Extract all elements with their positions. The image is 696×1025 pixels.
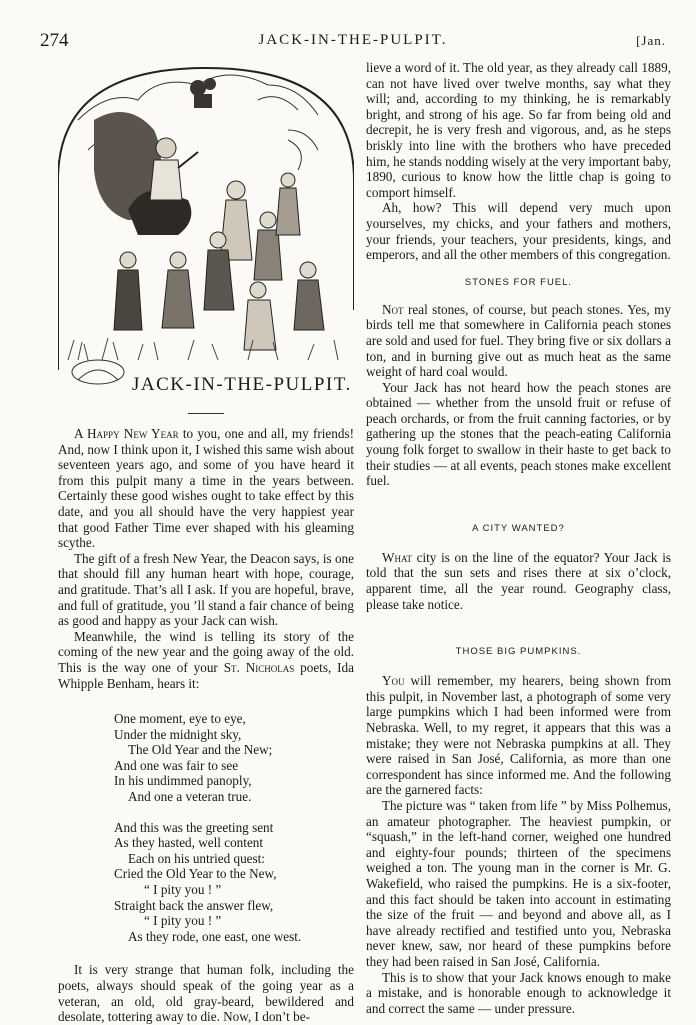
paragraph — [366, 550, 671, 612]
subheading-big-pumpkins: THOSE BIG PUMPKINS. — [455, 646, 582, 658]
poem-line: “ I pity you ! ” — [144, 882, 222, 898]
paragraph — [58, 426, 354, 551]
paragraph-text: Meanwhile, the wind is telling its story of the coming of the new year and the going away of the old. This is the way one of your — [58, 628, 354, 675]
paragraph-text: poets, Ida Whipple Benham, hears it: — [58, 659, 354, 691]
paragraph — [366, 673, 671, 798]
poem-line: And one a veteran true. — [128, 789, 252, 805]
paragraph — [366, 302, 671, 380]
lead-words: What — [382, 549, 412, 565]
poem-line: Under the midnight sky, — [114, 726, 242, 742]
poem — [114, 711, 354, 944]
stanza-break — [114, 805, 354, 820]
poem-line: And one was fair to see — [114, 757, 239, 773]
page-number: 274 — [40, 30, 69, 51]
paragraph: Ah, how? This will depend very much upon yourselves, my chicks, and your fathers and mothers, your friends, your teachers, your presidents, kings, and emperors, and all the other members of this congregation. — [366, 200, 671, 263]
lead-words: Not — [382, 301, 404, 317]
lead-words: You — [382, 673, 405, 689]
running-title: JACK-IN-THE-PULPIT. — [258, 32, 448, 48]
paragraph-text: real stones, of course, but peach stones. Yes, my birds tell me that somewhere in California peach stones are sold and used for fuel. They bring five or six dollars a ton, and in burning give out as much heat as the same weight of hard coal would. — [366, 301, 671, 380]
poem-line: As they rode, one east, one west. — [128, 928, 302, 944]
poem-line: In his undimmed panoply, — [114, 773, 252, 789]
paragraph-text: will remember, my hearers, being shown from this pulpit, in November last, a photograph of some very large pumpkins which I had been informed were from Nebraska. Well, to my regret, it appears that this was a mistake; they were not Nebraska pumpkins at all. They were raised in San José, California, as more than one correspondent has since informed me. And the following are the garnered facts: — [366, 673, 671, 798]
paragraph: It is very strange that human folk, including the poets, always should speak of the going year as a veteran, an old, old gray-beard, bewildered and desolate, tottering away to die. Now, I don’t be- — [58, 962, 354, 1025]
paragraph: The gift of a fresh New Year, the Deacon says, is one that should fill any human heart with hope, courage, and gratitude. That’s all I ask. If you are hopeful, brave, and full of gratitude, you ’ll stand a fair chance of being as good and happy as your Jack can wish. — [58, 550, 354, 629]
poem-line: “ I pity you ! ” — [144, 913, 222, 929]
subheading-city-wanted: A CITY WANTED? — [472, 522, 565, 534]
paragraph-text: city is on the line of the equator? Your Jack is told that the sun sets and rises there at six o’clock, apparent time, all the year round. Geography class, please take notice. — [366, 549, 671, 612]
paragraph — [58, 629, 354, 691]
right-column — [366, 60, 671, 1016]
month-label: [Jan. — [636, 33, 666, 48]
subheading-stones-for-fuel: STONES FOR FUEL. — [464, 276, 573, 288]
poem-line: Straight back the answer flew, — [114, 897, 274, 913]
poem-line: The Old Year and the New; — [128, 742, 273, 758]
poem-line: Each on his untried quest: — [128, 850, 265, 866]
magazine-name: St. Nicholas — [223, 659, 295, 675]
paragraph: The picture was “ taken from life ” by Miss Polhemus, an amateur photographer. The heaviest pumpkin, or “squash,” in the left-hand corner, weighed one hundred and eighty-four pounds; thirteen of the specimens weighed a ton. The young man in the corner is Mr. G. Wakefield, who raised the pumpkins. He is a six-footer, and this fact should be taken into account in estimating the size of the fruit — and beyond and above all, as I have already rectified and testified unto you, Nebraska never knew, saw, nor heard of these pumpkins before they had been raised in San José, California. — [366, 797, 671, 969]
poem-line: And this was the greeting sent — [114, 819, 274, 835]
engraving-jack-in-the-pulpit — [58, 60, 354, 405]
left-column — [58, 60, 354, 1025]
illustration — [58, 60, 354, 405]
poem-line: As they hasted, well content — [114, 835, 264, 851]
lead-words: A Happy New Year — [74, 426, 179, 441]
poem-line: Cried the Old Year to the New, — [114, 866, 277, 882]
paragraph: lieve a word of it. The old year, as they already call 1889, can not have lived over twelve months, say what they will; and, according to my thinking, he is remarkably bright, and strong of his age. So far from being old and decrepit, he is very fresh and vigorous, and, as he steps briskly into line with the brothers who have preceded him, he stands nodding wisely at the very important baby, 1890, curious to know how the little chap is going to comport himself. — [366, 60, 671, 200]
section-heading: JACK-IN-THE-PULPIT. — [132, 374, 352, 395]
paragraph: Your Jack has not heard how the peach stones are obtained — whether from the unsold fruit or refuse of peach orchards, or from the fruit canning factories, or by gathering up the stones that the peach-eating California young folk forget to swallow in their haste to get back to their studies — at all events, peach stones make excellent fuel. — [366, 379, 671, 489]
divider — [188, 413, 224, 414]
paragraph: This is to show that your Jack knows enough to make a mistake, and is honorable enough to acknowledge it and correct the same — under pressure. — [366, 969, 671, 1016]
running-header — [40, 30, 666, 52]
poem-line: One moment, eye to eye, — [114, 711, 246, 727]
paragraph-text: to you, one and all, my friends! And, now I think upon it, I wished this same wish about seventeen years ago, and some of you have heard it from this pulpit many a time in the years between. Certainly these good wishes ought to take effect by this date, and you all should have the very happiest year that good Father Time ever shaped with his gleaming scythe. — [58, 426, 354, 551]
